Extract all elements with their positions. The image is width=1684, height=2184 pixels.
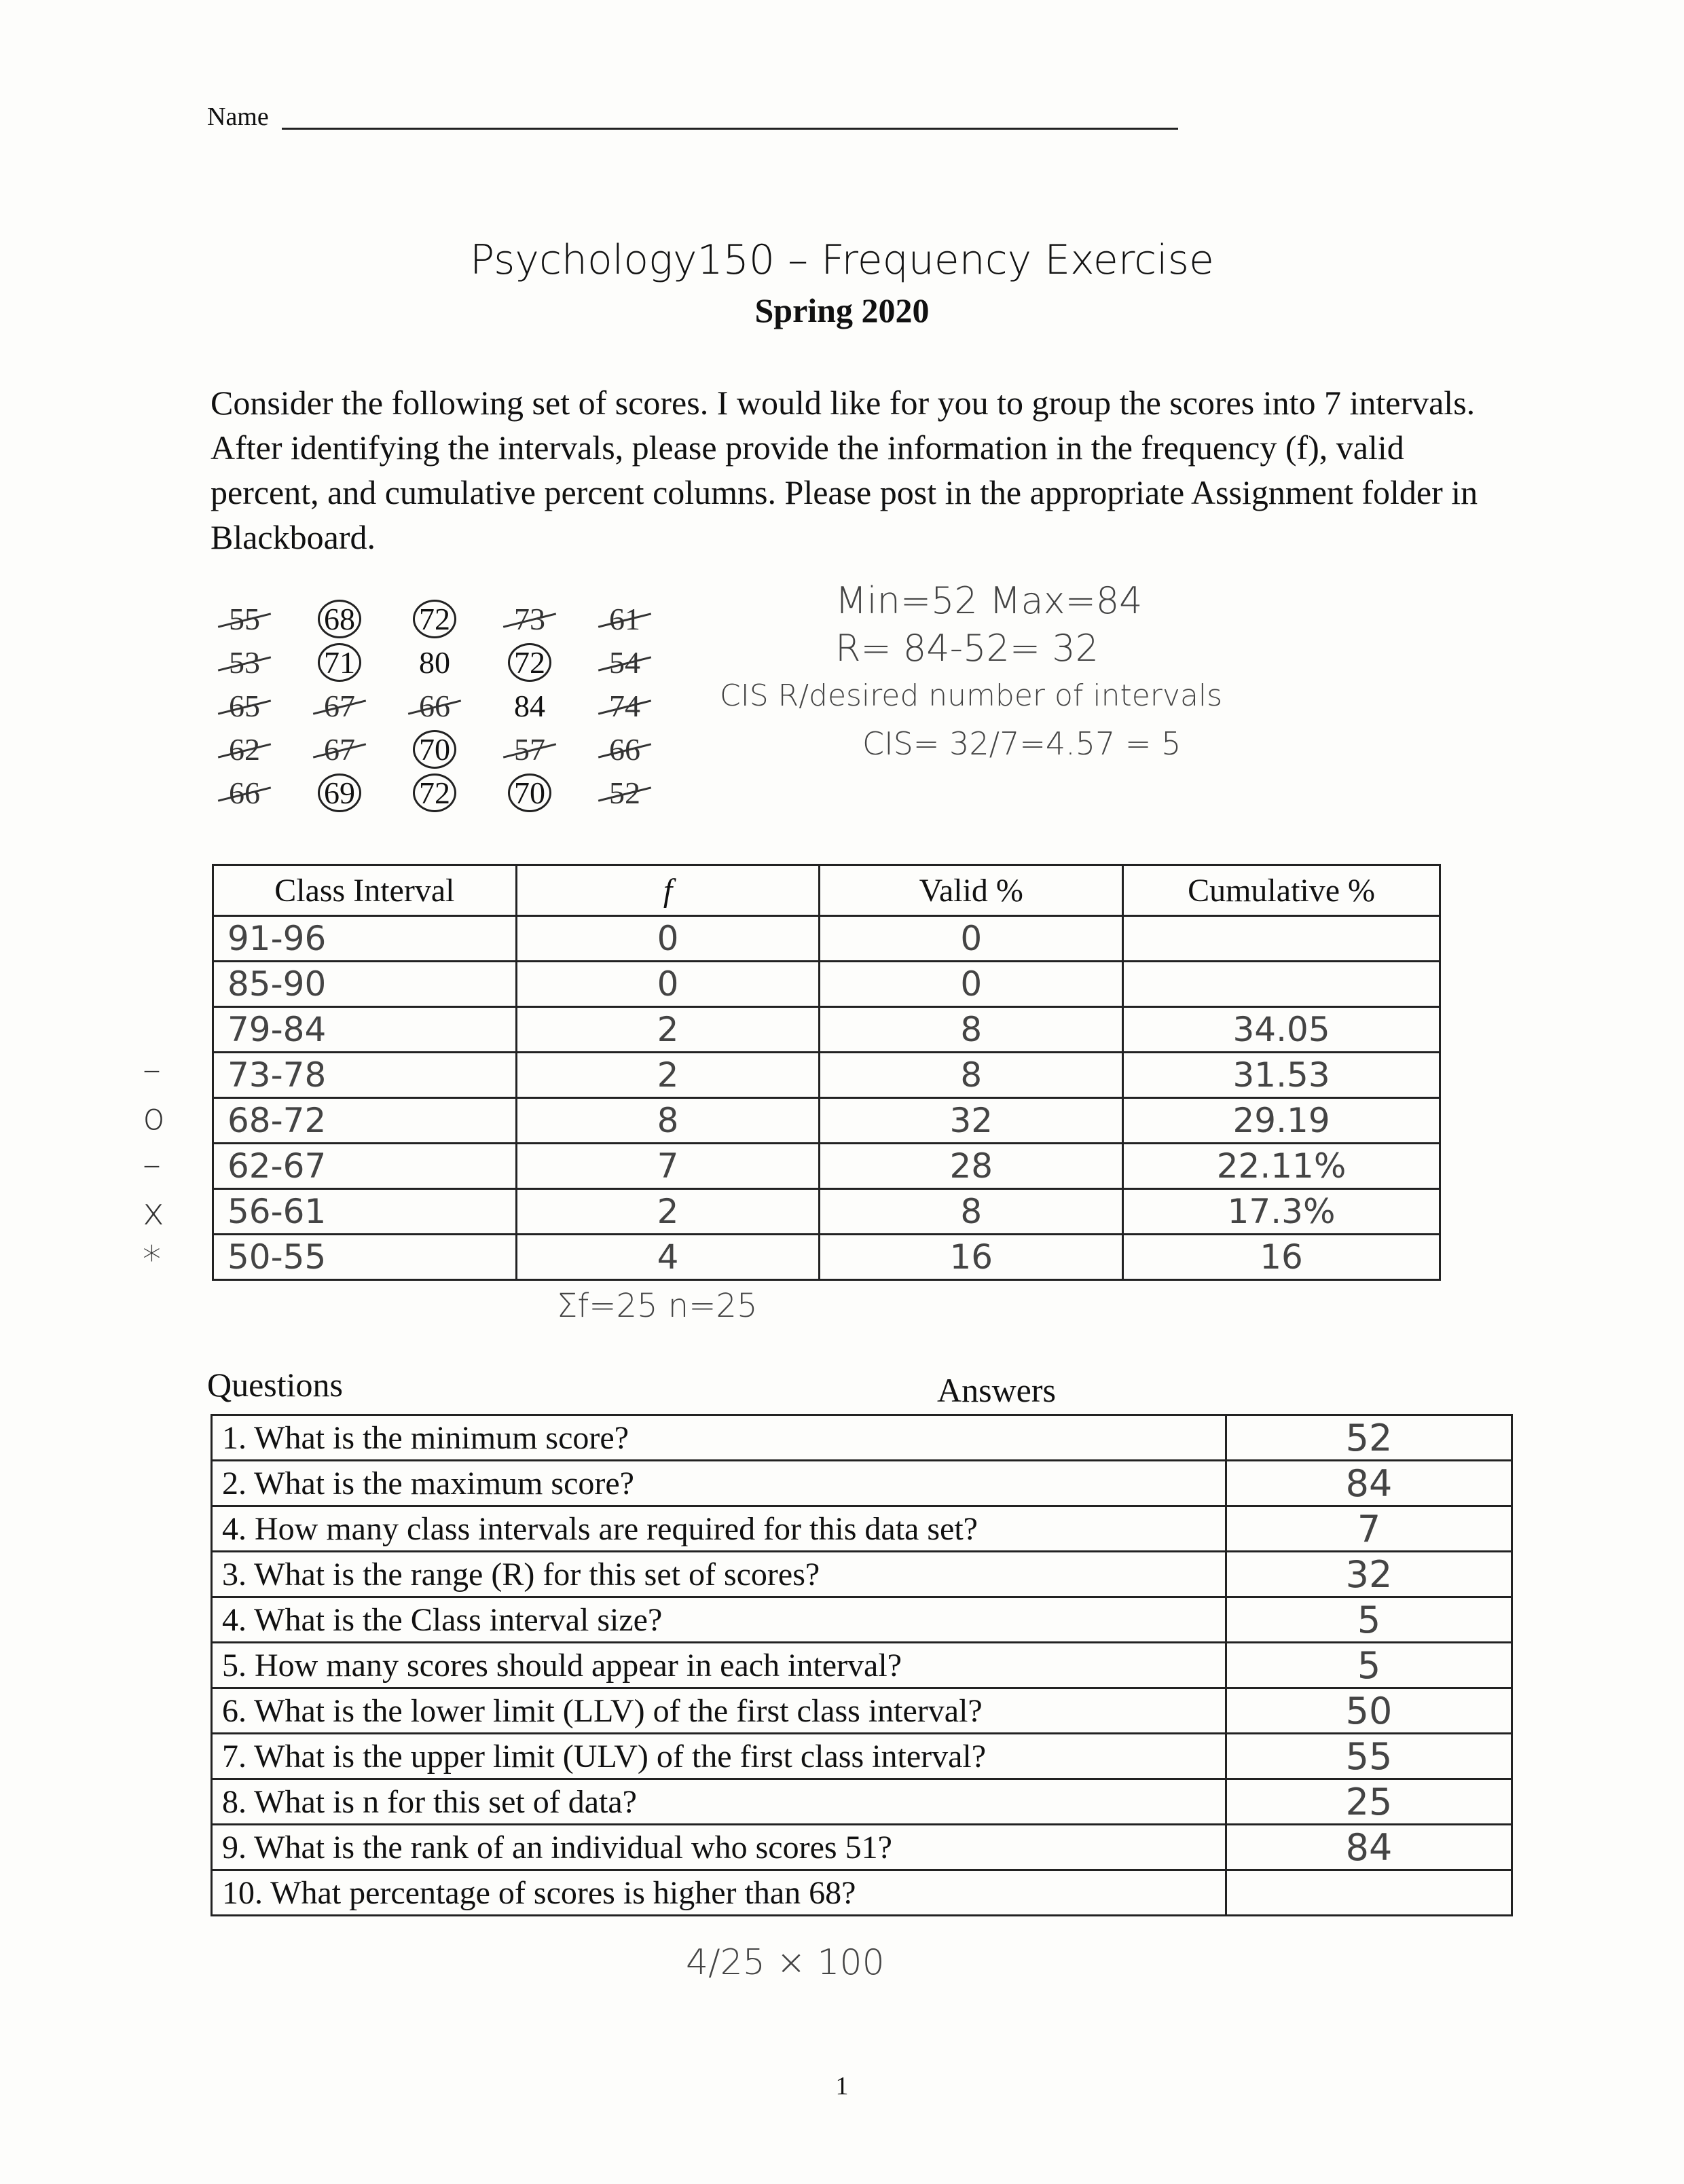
question-text: 4. What is the Class interval size? (212, 1597, 1226, 1643)
instructions: Consider the following set of scores. I would like for you to group the scores into 7 intervals. After identifying the intervals, please provide the information in the frequency (f), valid percent, and cumulative percent columns. Please post in the appropriate Assignment folder in Blackboard. (210, 384, 1478, 556)
frequency-row (213, 1144, 1440, 1189)
frequency-row (213, 916, 1440, 962)
score-item (387, 641, 482, 685)
valid-percent-cell: 28 (820, 1144, 1123, 1189)
valid-percent-cell: 8 (820, 1053, 1123, 1098)
f-cell: 8 (516, 1098, 820, 1144)
score-value: 52 (609, 776, 640, 810)
score-value: 80 (419, 645, 450, 680)
name-label: Name (207, 103, 269, 131)
class-interval-cell: 68-72 (213, 1098, 517, 1144)
score-item (577, 598, 672, 641)
questions-header: Questions (207, 1366, 343, 1404)
score-value: 67 (324, 689, 355, 723)
questions-table (210, 1414, 1513, 1916)
score-value: 72 (508, 643, 551, 682)
score-item (197, 728, 292, 771)
class-interval-cell: 50-55 (213, 1235, 517, 1280)
frequency-table-header (213, 865, 1440, 916)
valid-percent-cell: 8 (820, 1007, 1123, 1053)
note-min-max: Min=52 Max=84 (835, 579, 1143, 622)
score-item (577, 641, 672, 685)
header-f: f (516, 865, 820, 916)
score-column (387, 598, 482, 815)
header-valid-percent: Valid % (820, 865, 1123, 916)
question-row (212, 1415, 1512, 1461)
page-subtitle: Spring 2020 (754, 291, 930, 329)
score-item (577, 771, 672, 815)
frequency-row (213, 1053, 1440, 1098)
question-text: 5. How many scores should appear in each interval? (212, 1643, 1226, 1688)
class-interval-cell: 62-67 (213, 1144, 517, 1189)
score-item (197, 641, 292, 685)
class-interval-cell: 56-61 (213, 1189, 517, 1235)
f-cell: 0 (516, 962, 820, 1007)
score-item (482, 771, 577, 815)
frequency-row (213, 1007, 1440, 1053)
cumulative-percent-cell: 29.19 (1123, 1098, 1440, 1144)
score-value: 71 (318, 643, 361, 682)
valid-percent-cell: 0 (820, 916, 1123, 962)
score-item (197, 685, 292, 728)
score-item (292, 685, 387, 728)
class-interval-cell: 73-78 (213, 1053, 517, 1098)
score-item (292, 728, 387, 771)
score-item (482, 641, 577, 685)
answer-cell: 55 (1226, 1734, 1512, 1779)
score-item (387, 771, 482, 815)
margin-mark: o (143, 1095, 166, 1138)
cumulative-percent-cell: 31.53 (1123, 1053, 1440, 1098)
question-row (212, 1461, 1512, 1506)
valid-percent-cell: 0 (820, 962, 1123, 1007)
score-value: 66 (229, 776, 260, 810)
f-cell: 0 (516, 916, 820, 962)
question-row (212, 1825, 1512, 1870)
margin-mark: – (143, 1143, 161, 1186)
question-row (212, 1870, 1512, 1916)
page-number: 1 (835, 2072, 849, 2100)
name-line (282, 128, 1178, 130)
sum-note: Σf=25 n=25 (557, 1287, 758, 1325)
f-cell: 2 (516, 1189, 820, 1235)
score-value: 72 (413, 600, 456, 638)
answer-cell (1226, 1870, 1512, 1916)
answers-header: Answers (937, 1371, 1056, 1409)
score-item (197, 598, 292, 641)
score-column (197, 598, 292, 815)
f-cell: 7 (516, 1144, 820, 1189)
answer-cell: 5 (1226, 1643, 1512, 1688)
class-interval-cell: 79-84 (213, 1007, 517, 1053)
question-row (212, 1597, 1512, 1643)
margin-mark: * (143, 1238, 161, 1281)
score-value: 72 (413, 774, 456, 812)
question-text: 3. What is the range (R) for this set of scores? (212, 1552, 1226, 1597)
score-item (482, 685, 577, 728)
margin-mark: x (143, 1190, 164, 1233)
margin-marks (143, 1046, 165, 1284)
score-value: 69 (318, 774, 361, 812)
cumulative-percent-cell: 16 (1123, 1235, 1440, 1280)
note-cis-value: CIS= 32/7=4.57 = 5 (862, 725, 1182, 762)
score-value: 61 (609, 602, 640, 636)
score-column (577, 598, 672, 815)
score-value: 74 (609, 689, 640, 723)
f-cell: 2 (516, 1053, 820, 1098)
score-item (387, 728, 482, 771)
score-value: 57 (514, 732, 545, 767)
question-text: 2. What is the maximum score? (212, 1461, 1226, 1506)
answer-cell: 32 (1226, 1552, 1512, 1597)
score-set (197, 598, 740, 815)
cumulative-percent-cell (1123, 916, 1440, 962)
question-row (212, 1688, 1512, 1734)
score-value: 68 (318, 600, 361, 638)
answer-cell: 5 (1226, 1597, 1512, 1643)
score-column (482, 598, 577, 815)
question-text: 4. How many class intervals are required for this data set? (212, 1506, 1226, 1552)
cumulative-percent-cell: 34.05 (1123, 1007, 1440, 1053)
answer-cell: 25 (1226, 1779, 1512, 1825)
answer-cell: 84 (1226, 1461, 1512, 1506)
question-text: 9. What is the rank of an individual who scores 51? (212, 1825, 1226, 1870)
score-item (482, 728, 577, 771)
question-row (212, 1779, 1512, 1825)
score-item (387, 598, 482, 641)
frequency-row (213, 1098, 1440, 1144)
question-row (212, 1734, 1512, 1779)
score-value: 84 (514, 689, 545, 723)
frequency-row (213, 1235, 1440, 1280)
note-cis-formula: CIS R/desired number of intervals (720, 678, 1223, 713)
score-item (292, 771, 387, 815)
valid-percent-cell: 8 (820, 1189, 1123, 1235)
score-item (577, 728, 672, 771)
question-text: 8. What is n for this set of data? (212, 1779, 1226, 1825)
question-row (212, 1552, 1512, 1597)
page-title: Psychology150 – Frequency Exercise (470, 236, 1214, 284)
answer-cell: 7 (1226, 1506, 1512, 1552)
question-row (212, 1506, 1512, 1552)
question-text: 10. What percentage of scores is higher than 68? (212, 1870, 1226, 1916)
score-value: 73 (514, 602, 545, 636)
class-interval-cell: 85-90 (213, 962, 517, 1007)
handwritten-notes (720, 577, 1535, 767)
answer-cell: 84 (1226, 1825, 1512, 1870)
score-item (577, 685, 672, 728)
score-item (292, 598, 387, 641)
valid-percent-cell: 16 (820, 1235, 1123, 1280)
score-value: 55 (229, 602, 260, 636)
calculation-note: 4/25 × 100 (686, 1942, 885, 1983)
question-text: 7. What is the upper limit (ULV) of the first class interval? (212, 1734, 1226, 1779)
frequency-table (212, 864, 1441, 1281)
header-cumulative-percent: Cumulative % (1123, 865, 1440, 916)
answer-cell: 50 (1226, 1688, 1512, 1734)
cumulative-percent-cell: 17.3% (1123, 1189, 1440, 1235)
score-item (482, 598, 577, 641)
score-value: 67 (324, 732, 355, 767)
f-cell: 4 (516, 1235, 820, 1280)
score-item (197, 771, 292, 815)
cumulative-percent-cell: 22.11% (1123, 1144, 1440, 1189)
header-class-interval: Class Interval (213, 865, 517, 916)
score-value: 65 (229, 689, 260, 723)
f-cell: 2 (516, 1007, 820, 1053)
score-value: 70 (508, 774, 551, 812)
margin-mark: – (143, 1048, 161, 1091)
question-row (212, 1643, 1512, 1688)
class-interval-cell: 91-96 (213, 916, 517, 962)
cumulative-percent-cell (1123, 962, 1440, 1007)
score-value: 54 (609, 645, 640, 680)
frequency-row (213, 1189, 1440, 1235)
score-item (292, 641, 387, 685)
note-range: R= 84-52= 32 (835, 627, 1099, 670)
frequency-row (213, 962, 1440, 1007)
question-text: 6. What is the lower limit (LLV) of the first class interval? (212, 1688, 1226, 1734)
score-value: 53 (229, 645, 260, 680)
score-column (292, 598, 387, 815)
score-value: 70 (413, 730, 456, 769)
valid-percent-cell: 32 (820, 1098, 1123, 1144)
question-text: 1. What is the minimum score? (212, 1415, 1226, 1461)
score-value: 66 (609, 732, 640, 767)
score-item (387, 685, 482, 728)
score-value: 66 (419, 689, 450, 723)
score-value: 62 (229, 732, 260, 767)
answer-cell: 52 (1226, 1415, 1512, 1461)
